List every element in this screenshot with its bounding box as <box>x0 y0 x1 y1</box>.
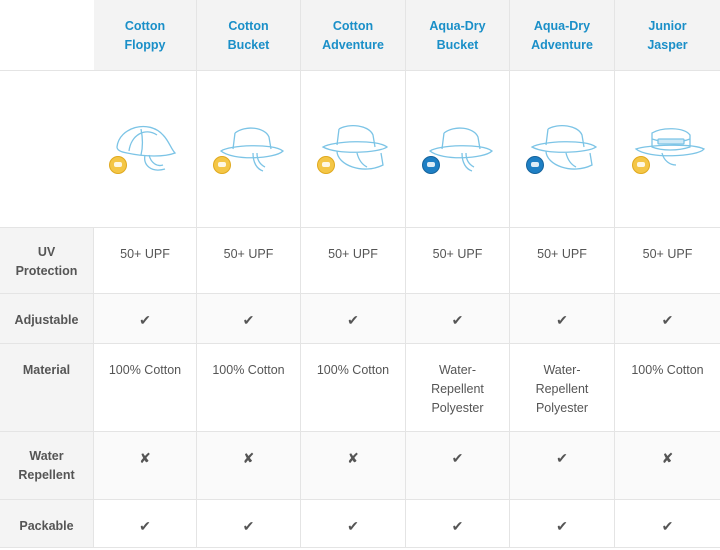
row-label-adjustable: Adjustable <box>0 294 94 344</box>
uv-protection-value: 50+ UPF <box>94 228 197 294</box>
material-value: 100% Cotton <box>301 344 406 432</box>
check-icon: ✔ <box>197 500 301 548</box>
adventure-hat-icon <box>522 109 602 189</box>
cross-icon: ✘ <box>615 432 720 500</box>
check-icon: ✔ <box>301 500 406 548</box>
adventure-hat-icon <box>313 109 393 189</box>
row-label-packable: Packable <box>0 500 94 548</box>
product-image-3 <box>301 71 406 228</box>
uv-protection-value: 50+ UPF <box>510 228 615 294</box>
corner-cell <box>0 0 94 71</box>
bucket-hat-icon <box>418 109 498 189</box>
check-icon: ✔ <box>94 500 197 548</box>
material-value: Water- Repellent Polyester <box>406 344 510 432</box>
check-icon: ✔ <box>301 294 406 344</box>
product-name-3: Cotton Adventure <box>301 0 406 71</box>
check-icon: ✔ <box>406 500 510 548</box>
product-image-1 <box>94 71 197 228</box>
check-icon: ✔ <box>406 432 510 500</box>
material-value: 100% Cotton <box>615 344 720 432</box>
material-value: 100% Cotton <box>197 344 301 432</box>
cross-icon: ✘ <box>301 432 406 500</box>
upf-badge-icon <box>632 156 650 174</box>
uv-protection-value: 50+ UPF <box>301 228 406 294</box>
row-label-material: Material <box>0 344 94 432</box>
upf-badge-icon <box>317 156 335 174</box>
floppy-hat-icon <box>105 109 185 189</box>
product-name-4: Aqua-Dry Bucket <box>406 0 510 71</box>
upf-badge-icon <box>213 156 231 174</box>
check-icon: ✔ <box>510 500 615 548</box>
product-name-2: Cotton Bucket <box>197 0 301 71</box>
product-name-1: Cotton Floppy <box>94 0 197 71</box>
cross-icon: ✘ <box>94 432 197 500</box>
jasper-hat-icon <box>628 109 708 189</box>
uv-protection-value: 50+ UPF <box>406 228 510 294</box>
cross-icon: ✘ <box>197 432 301 500</box>
upf-badge-icon <box>109 156 127 174</box>
check-icon: ✔ <box>197 294 301 344</box>
row-label-water-repellent: Water Repellent <box>0 432 94 500</box>
uv-protection-value: 50+ UPF <box>197 228 301 294</box>
check-icon: ✔ <box>510 432 615 500</box>
product-image-4 <box>406 71 510 228</box>
check-icon: ✔ <box>510 294 615 344</box>
check-icon: ✔ <box>615 294 720 344</box>
product-image-5 <box>510 71 615 228</box>
row-label-uv-protection: UV Protection <box>0 228 94 294</box>
material-value: Water- Repellent Polyester <box>510 344 615 432</box>
product-image-6 <box>615 71 720 228</box>
material-value: 100% Cotton <box>94 344 197 432</box>
product-name-6: Junior Jasper <box>615 0 720 71</box>
product-image-2 <box>197 71 301 228</box>
corner-image-cell <box>0 71 94 228</box>
bucket-hat-icon <box>209 109 289 189</box>
upf-badge-icon <box>526 156 544 174</box>
check-icon: ✔ <box>406 294 510 344</box>
uv-protection-value: 50+ UPF <box>615 228 720 294</box>
upf-badge-icon <box>422 156 440 174</box>
check-icon: ✔ <box>615 500 720 548</box>
check-icon: ✔ <box>94 294 197 344</box>
product-name-5: Aqua-Dry Adventure <box>510 0 615 71</box>
